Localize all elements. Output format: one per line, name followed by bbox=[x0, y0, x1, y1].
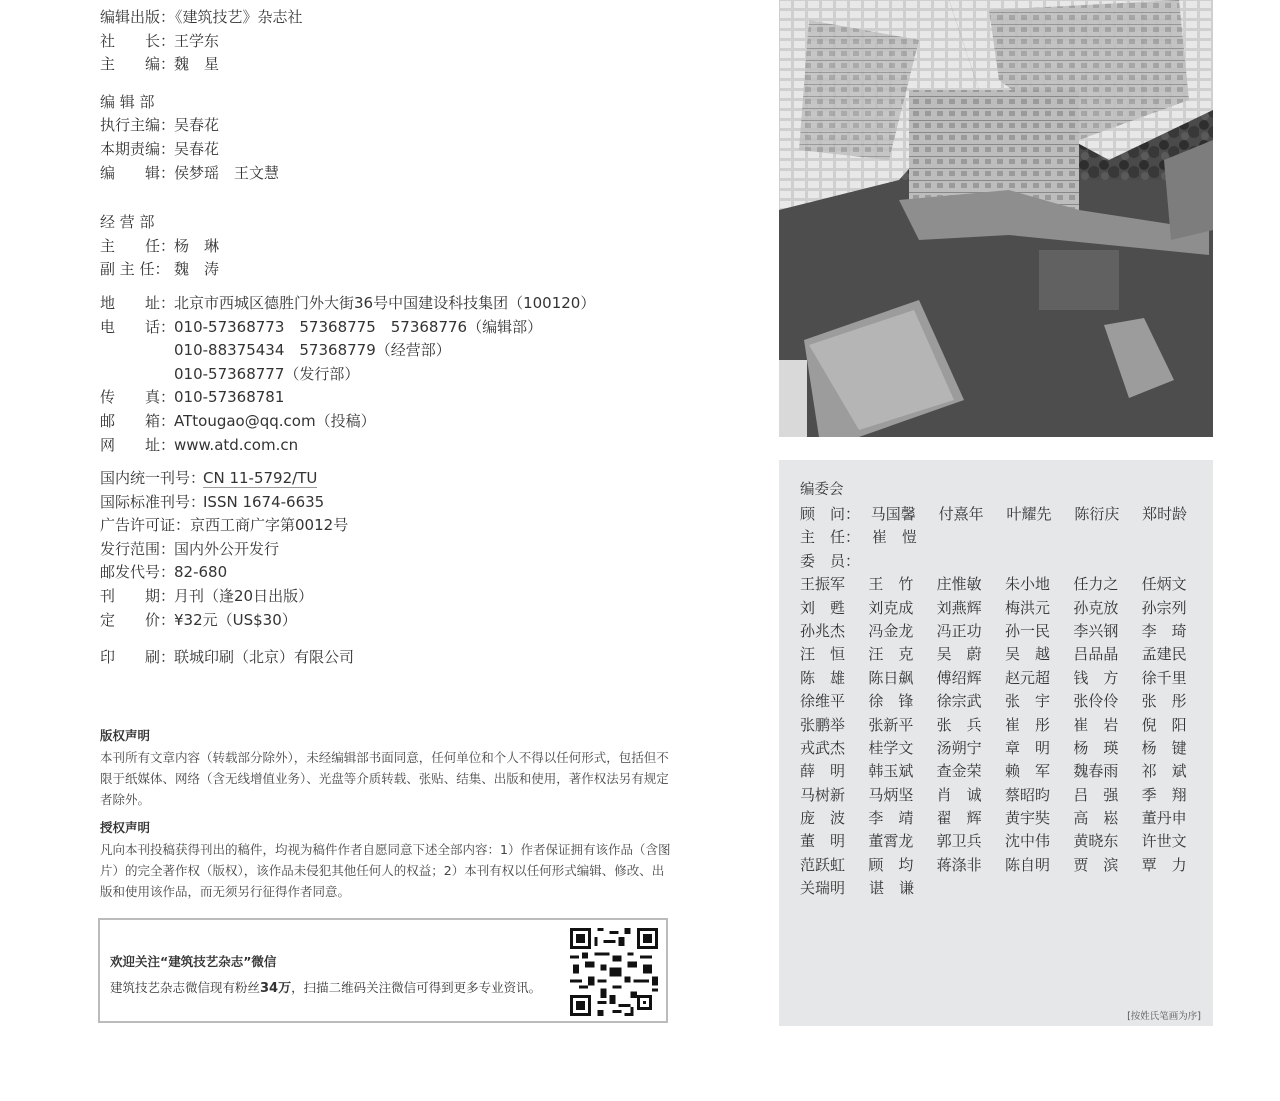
member-name: 戎武杰 bbox=[800, 738, 846, 757]
member-name: 祁 斌 bbox=[1141, 762, 1187, 781]
member-name: 傅绍辉 bbox=[936, 668, 982, 687]
member-name: 蒋涤非 bbox=[936, 855, 982, 874]
member-name: 朱小地 bbox=[1004, 575, 1050, 594]
member-name: 庄惟敏 bbox=[936, 575, 982, 594]
issn-line: 国际标准刊号：ISSN 1674-6635 bbox=[100, 492, 325, 511]
member-name: 孙宗列 bbox=[1141, 598, 1187, 617]
member-name: 覃 力 bbox=[1141, 855, 1187, 874]
copyright-text: 本刊所有文章内容（转载部分除外），未经编辑部书面同意，任何单位和个人不得以任何形式，包括但不限于纸媒体、网络（含无线增值业务）、光盘等介质转载、张贴、结集、出版和使用，著作权法另有规定者除外。 bbox=[100, 750, 669, 807]
member-name: 冯金龙 bbox=[868, 621, 914, 640]
executive-editor-line: 执行主编：吴春花 bbox=[100, 116, 220, 135]
member-name: 赖 军 bbox=[1004, 762, 1050, 781]
member-name: 韩玉斌 bbox=[868, 762, 914, 781]
member-name: 李兴钢 bbox=[1073, 621, 1119, 640]
member-name: 吴 蔚 bbox=[936, 645, 982, 664]
address-line: 地 址：北京市西城区德胜门外大街36号中国建设科技集团（100120） bbox=[100, 293, 596, 312]
member-name: 吴 越 bbox=[1004, 645, 1050, 664]
member-name: 张 兵 bbox=[936, 715, 982, 734]
member-name: 汪 克 bbox=[868, 645, 914, 664]
member-name: 刘 甦 bbox=[800, 598, 846, 617]
advisors-row: 顾 问： 马国馨 付熹年 叶耀先 陈衍庆 郑时龄 bbox=[800, 505, 1188, 523]
website-line: 网 址：www.atd.com.cn bbox=[100, 435, 299, 454]
member-name: 贾 滨 bbox=[1073, 855, 1119, 874]
member-name: 任炳文 bbox=[1141, 575, 1187, 594]
editor-in-chief-line: 主 编：魏 星 bbox=[100, 55, 220, 74]
member-name: 黄宇奘 bbox=[1004, 809, 1050, 828]
member-name: 汪 恒 bbox=[800, 645, 846, 664]
member-name: 冯正功 bbox=[936, 621, 982, 640]
member-name: 薛 明 bbox=[800, 762, 846, 781]
cn-number-line: 国内统一刊号：CN 11-5792/TU bbox=[100, 469, 318, 488]
member-row bbox=[800, 690, 1210, 713]
aerial-construction-photo bbox=[779, 0, 1213, 437]
president-line: 社 长：王学东 bbox=[100, 31, 220, 50]
wechat-description: 建筑技艺杂志微信现有粉丝34万，扫描二维码关注微信可得到更多专业资讯。 bbox=[110, 980, 542, 996]
member-name: 杨 瑛 bbox=[1073, 738, 1119, 757]
ordering-note: [按姓氏笔画为序] bbox=[1127, 1011, 1201, 1022]
member-name: 董霄龙 bbox=[868, 832, 914, 851]
member-name: 关瑞明 bbox=[800, 879, 846, 898]
member-name: 许世文 bbox=[1141, 832, 1187, 851]
member-name: 张 彤 bbox=[1141, 692, 1187, 711]
member-row bbox=[800, 737, 1210, 760]
member-name: 查金荣 bbox=[936, 762, 982, 781]
printer-line: 印 刷：联城印刷（北京）有限公司 bbox=[100, 648, 355, 667]
postal-code-line: 邮发代号：82-680 bbox=[100, 563, 228, 582]
member-row bbox=[800, 807, 1210, 830]
member-name: 庞 波 bbox=[800, 809, 846, 828]
member-name: 崔 岩 bbox=[1073, 715, 1119, 734]
member-name: 王 竹 bbox=[868, 575, 914, 594]
member-name: 任力之 bbox=[1073, 575, 1119, 594]
member-name: 李 琦 bbox=[1141, 621, 1187, 640]
member-row bbox=[800, 784, 1210, 807]
member-name: 徐千里 bbox=[1141, 668, 1187, 687]
member-name: 李 靖 bbox=[868, 809, 914, 828]
member-name: 徐维平 bbox=[800, 692, 846, 711]
wechat-title: 欢迎关注“建筑技艺杂志”微信 bbox=[110, 954, 277, 969]
member-name: 黄晓东 bbox=[1073, 832, 1119, 851]
website-link[interactable]: www.atd.com.cn bbox=[174, 435, 299, 454]
member-row bbox=[800, 620, 1210, 643]
editorial-heading: 编 辑 部 bbox=[100, 92, 155, 111]
member-name: 张伶伶 bbox=[1073, 692, 1119, 711]
business-heading: 经 营 部 bbox=[100, 213, 155, 232]
member-name: 刘克成 bbox=[868, 598, 914, 617]
director-row: 主 任： 崔 愷 bbox=[800, 528, 918, 547]
member-name: 陈 雄 bbox=[800, 668, 846, 687]
member-name: 沈中伟 bbox=[1004, 832, 1050, 851]
member-name: 徐宗武 bbox=[936, 692, 982, 711]
member-row bbox=[800, 667, 1210, 690]
member-row bbox=[800, 573, 1210, 596]
member-name: 吕品晶 bbox=[1073, 645, 1119, 664]
member-row bbox=[800, 714, 1210, 737]
member-row bbox=[800, 597, 1210, 620]
member-name: 陈自明 bbox=[1004, 855, 1050, 874]
member-name: 郭卫兵 bbox=[936, 832, 982, 851]
member-name: 魏春雨 bbox=[1073, 762, 1119, 781]
member-name: 杨 键 bbox=[1141, 738, 1187, 757]
distribution-line: 发行范围：国内外公开发行 bbox=[100, 539, 280, 558]
member-name: 崔 彤 bbox=[1004, 715, 1050, 734]
member-row bbox=[800, 643, 1210, 666]
member-name: 桂学文 bbox=[868, 738, 914, 757]
member-name: 谌 谦 bbox=[869, 879, 915, 898]
member-name: 王振军 bbox=[800, 575, 846, 594]
editors-line: 编 辑：侯梦瑶 王文慧 bbox=[100, 163, 280, 182]
business-director-line: 主 任：杨 琳 bbox=[100, 236, 220, 255]
masthead-column bbox=[100, 6, 700, 670]
member-name: 汤朔宁 bbox=[936, 738, 982, 757]
email-line: 邮 箱：ATtougao@qq.com（投稿） bbox=[100, 411, 376, 430]
issue-editor-line: 本期责编：吴春花 bbox=[100, 139, 220, 158]
member-name: 马炳坚 bbox=[868, 785, 914, 804]
copyright-heading: 版权声明 bbox=[100, 728, 151, 743]
member-name: 蔡昭昀 bbox=[1004, 785, 1050, 804]
frequency-line: 刊 期：月刊（逢20日出版） bbox=[100, 587, 314, 606]
member-name: 赵元超 bbox=[1004, 668, 1050, 687]
price-line: 定 价：¥32元（US$30） bbox=[100, 610, 297, 629]
member-name: 徐 锋 bbox=[868, 692, 914, 711]
board-title: 编委会 bbox=[800, 482, 844, 498]
copyright-section bbox=[100, 726, 675, 910]
member-row bbox=[800, 854, 1210, 877]
member-name: 梅洪元 bbox=[1004, 598, 1050, 617]
license-heading: 授权声明 bbox=[100, 820, 151, 835]
member-name: 刘燕辉 bbox=[936, 598, 982, 617]
member-name: 翟 辉 bbox=[936, 809, 982, 828]
member-name: 孟建民 bbox=[1141, 645, 1187, 664]
member-name: 范跃虹 bbox=[800, 855, 846, 874]
license-text: 凡向本刊投稿获得刊出的稿件，均视为稿件作者自愿同意下述全部内容：1）作者保证拥有该作品（含图片）的完全著作权（版权），该作品未侵犯其他任何人的权益；2）本刊有权以任何形式编辑、修改、出版和使用该作品，而无须另行征得作者同意。 bbox=[100, 842, 671, 899]
editorial-board-panel bbox=[779, 460, 1213, 1026]
member-name: 董 明 bbox=[800, 832, 846, 851]
member-name: 孙克放 bbox=[1073, 598, 1119, 617]
qr-code-icon[interactable] bbox=[570, 928, 658, 1016]
members-label-row: 委 员： bbox=[800, 551, 861, 570]
member-name: 张 宇 bbox=[1004, 692, 1050, 711]
board-rows bbox=[800, 503, 1210, 901]
member-name: 顾 均 bbox=[868, 855, 914, 874]
member-name: 孙兆杰 bbox=[800, 621, 846, 640]
member-name: 陈日飙 bbox=[868, 668, 914, 687]
member-row bbox=[800, 877, 1210, 900]
phone-line-3: 010-57368777（发行部） bbox=[174, 364, 360, 383]
member-name: 肖 诚 bbox=[936, 785, 982, 804]
email-link[interactable]: ATtougao@qq.com（投稿） bbox=[174, 411, 376, 430]
member-name: 钱 方 bbox=[1073, 668, 1119, 687]
member-row bbox=[800, 760, 1210, 783]
member-name: 张新平 bbox=[868, 715, 914, 734]
member-name: 季 翔 bbox=[1141, 785, 1187, 804]
business-deputy-line: 副 主 任： 魏 涛 bbox=[100, 260, 220, 279]
publisher-line: 编辑出版：《建筑技艺》杂志社 bbox=[100, 8, 303, 26]
phone-line-2: 010-88375434 57368779（经营部） bbox=[174, 341, 451, 360]
fax-line: 传 真：010-57368781 bbox=[100, 388, 285, 407]
member-name: 高 崧 bbox=[1073, 809, 1119, 828]
member-name: 马树新 bbox=[800, 785, 846, 804]
member-name: 章 明 bbox=[1004, 738, 1050, 757]
member-row bbox=[800, 830, 1210, 853]
wechat-box bbox=[98, 918, 668, 1023]
member-name: 倪 阳 bbox=[1141, 715, 1187, 734]
phone-line: 电 话：010-57368773 57368775 57368776（编辑部） bbox=[100, 317, 543, 336]
member-name: 孙一民 bbox=[1004, 621, 1050, 640]
member-name: 张鹏举 bbox=[800, 715, 846, 734]
member-name: 吕 强 bbox=[1073, 785, 1119, 804]
member-name: 董丹申 bbox=[1141, 809, 1187, 828]
ad-license-line: 广告许可证：京西工商广字第0012号 bbox=[100, 516, 349, 535]
